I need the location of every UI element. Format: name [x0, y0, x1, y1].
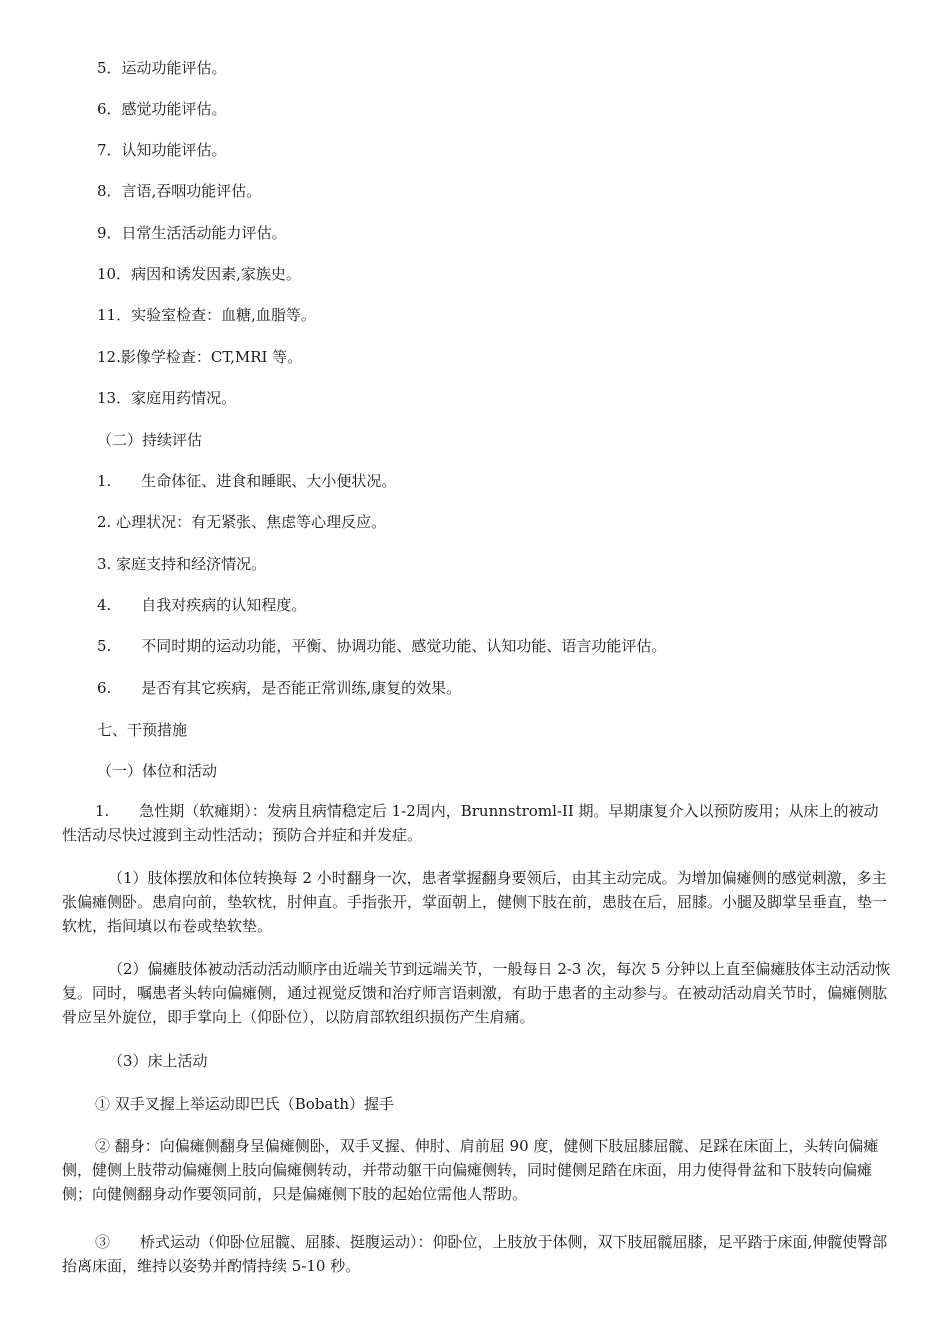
list-item: 6. 是否有其它疾病，是否能正常训练,康复的效果。 — [97, 679, 462, 697]
list-item: 5. 不同时期的运动功能，平衡、协调功能、感觉功能、认知功能、语言功能评估。 — [97, 637, 667, 655]
paragraph: （1）肢体摆放和体位转换每 2 小时翻身一次，患者掌握翻身要领后，由其主动完成。为增加偏瘫侧的感觉刺激，多主张偏瘫侧卧。患肩向前，垫软枕，肘伸直。手指张开，掌面朝上，健侧下肢在前，患肢在后，屈膝。小腿及脚掌呈垂直，垫一软枕，指间填以布卷或垫软垫。 — [62, 869, 888, 935]
list-item: 8．言语,吞咽功能评估。 — [97, 182, 262, 200]
section-heading: 七、干预措施 — [97, 721, 188, 739]
list-item: 2. 心理状况：有无紧张、焦虑等心理反应。 — [97, 513, 387, 531]
section-heading: （二）持续评估 — [97, 431, 203, 449]
paragraph: ③ 桥式运动（仰卧位屈髋、屈膝、挺腹运动）：仰卧位，上肢放于体侧，双下肢屈髋屈膝，足平踏于床面,伸髋使臀部抬离床面，维持以姿势并酌情持续 5-10 秒。 — [62, 1233, 888, 1275]
list-item: 11．实验室检查：血糖,血脂等。 — [97, 306, 316, 324]
paragraph: ① 双手叉握上举运动即巴氏（Bobath）握手 — [95, 1095, 395, 1113]
list-item: 1. 生命体征、进食和睡眠、大小便状况。 — [97, 472, 397, 490]
list-item: 5．运动功能评估。 — [97, 59, 227, 77]
list-item: 13．家庭用药情况。 — [97, 389, 237, 407]
list-item: 6．感觉功能评估。 — [97, 100, 227, 118]
list-item: 12.影像学检查：CT,MRI 等。 — [97, 348, 303, 366]
list-item: 4. 自我对疾病的认知程度。 — [97, 596, 307, 614]
sub-heading: （一）体位和活动 — [97, 762, 218, 780]
list-item: 10．病因和诱发因素,家族史。 — [97, 265, 301, 283]
list-item: 3. 家庭支持和经济情况。 — [97, 555, 267, 573]
list-item: 9．日常生活活动能力评估。 — [97, 224, 287, 242]
paragraph: （2）偏瘫肢体被动活动活动顺序由近端关节到远端关节，一般每日 2-3 次，每次 5 分钟以上直至偏瘫肢体主动活动恢复。同时，嘱患者头转向偏瘫侧，通过视觉反馈和治疗师言语刺激，有助于患者的主动参与。在被动活动肩关节时，偏瘫侧肱骨应呈外旋位，即手掌向上（仰卧位），以防肩部软组织损伤产生肩痛。 — [62, 960, 891, 1026]
list-item: 7．认知功能评估。 — [97, 141, 227, 159]
paragraph: 1. 急性期（软瘫期）：发病且病情稳定后 1-2周内，Brunnstroml-II 期。早期康复介入以预防废用；从床上的被动性活动尽快过渡到主动性活动；预防合并症和并发症。 — [62, 802, 879, 844]
paragraph: ② 翻身：向偏瘫侧翻身呈偏瘫侧卧，双手叉握、伸肘、肩前屈 90 度，健侧下肢屈膝屈髋、足踩在床面上，头转向偏瘫侧，健侧上肢带动偏瘫侧上肢向偏瘫侧转动，并带动躯干向偏瘫侧转，同时健侧足踏在床面，用力使得骨盆和下肢转向偏瘫侧；向健侧翻身动作要领同前，只是偏瘫侧下肢的起始位需他人帮助。 — [62, 1137, 879, 1203]
paragraph: （3）床上活动 — [108, 1052, 208, 1070]
